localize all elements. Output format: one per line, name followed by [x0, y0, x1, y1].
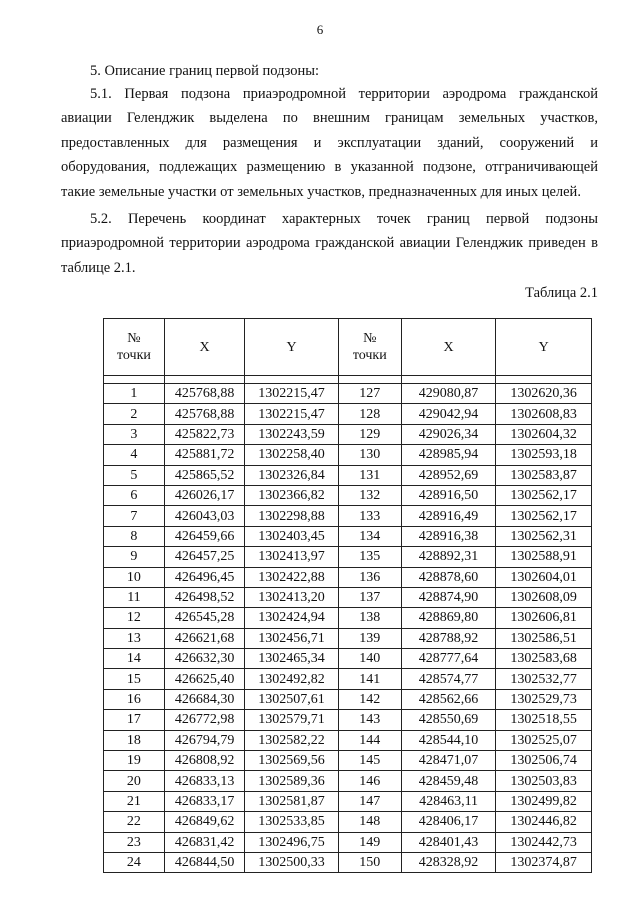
cell-y-coordinate: 1302326,84: [245, 465, 338, 485]
header-x: X: [164, 319, 244, 376]
cell-point-number-2: 131: [338, 465, 401, 485]
cell-y-coordinate: 1302215,47: [245, 404, 338, 424]
table-row: [104, 465, 592, 485]
cell-x-coordinate: 426026,17: [164, 485, 244, 505]
cell-point-number: 14: [104, 649, 165, 669]
cell-point-number-2: 149: [338, 832, 401, 852]
cell-x-coordinate-2: 428952,69: [401, 465, 496, 485]
cell-x-coordinate-2: 428878,60: [401, 567, 496, 587]
cell-x-coordinate-2: 428463,11: [401, 791, 496, 811]
cell-point-number: 9: [104, 547, 165, 567]
table-row: [104, 445, 592, 465]
cell-point-number-2: 148: [338, 812, 401, 832]
cell-x-coordinate: 425881,72: [164, 445, 244, 465]
cell-x-coordinate-2: 428459,48: [401, 771, 496, 791]
cell-x-coordinate: 426684,30: [164, 689, 244, 709]
coordinates-table: [103, 318, 592, 873]
cell-x-coordinate: 426459,66: [164, 526, 244, 546]
cell-x-coordinate: 426772,98: [164, 710, 244, 730]
cell-y-coordinate: 1302569,56: [245, 751, 338, 771]
cell-point-number: 24: [104, 852, 165, 872]
table-row: [104, 751, 592, 771]
table-row: [104, 567, 592, 587]
cell-x-coordinate-2: 429080,87: [401, 384, 496, 404]
table-row: [104, 526, 592, 546]
cell-point-number-2: 137: [338, 587, 401, 607]
cell-point-number: 4: [104, 445, 165, 465]
cell-x-coordinate-2: 428328,92: [401, 852, 496, 872]
cell-y-coordinate-2: 1302608,09: [496, 587, 592, 607]
cell-x-coordinate-2: 428544,10: [401, 730, 496, 750]
table-row: [104, 384, 592, 404]
cell-point-number: 19: [104, 751, 165, 771]
cell-point-number-2: 147: [338, 791, 401, 811]
cell-point-number: 10: [104, 567, 165, 587]
cell-y-coordinate-2: 1302588,91: [496, 547, 592, 567]
cell-point-number: 15: [104, 669, 165, 689]
table-row: [104, 628, 592, 648]
cell-point-number: 2: [104, 404, 165, 424]
cell-x-coordinate: 426498,52: [164, 587, 244, 607]
cell-point-number-2: 132: [338, 485, 401, 505]
cell-y-coordinate-2: 1302606,81: [496, 608, 592, 628]
cell-point-number-2: 127: [338, 384, 401, 404]
cell-point-number-2: 140: [338, 649, 401, 669]
cell-x-coordinate: 425768,88: [164, 404, 244, 424]
cell-y-coordinate: 1302258,40: [245, 445, 338, 465]
page-number: 6: [316, 22, 324, 37]
cell-y-coordinate-2: 1302446,82: [496, 812, 592, 832]
header-point-number-2: [338, 319, 401, 376]
cell-point-number: 16: [104, 689, 165, 709]
cell-y-coordinate-2: 1302593,18: [496, 445, 592, 465]
cell-y-coordinate-2: 1302529,73: [496, 689, 592, 709]
cell-y-coordinate: 1302500,33: [245, 852, 338, 872]
cell-y-coordinate-2: 1302374,87: [496, 852, 592, 872]
cell-y-coordinate: 1302579,71: [245, 710, 338, 730]
cell-point-number-2: 144: [338, 730, 401, 750]
table-row: [104, 587, 592, 607]
table-body: [104, 376, 592, 873]
cell-point-number-2: 146: [338, 771, 401, 791]
cell-point-number-2: 141: [338, 669, 401, 689]
header-y: Y: [245, 319, 338, 376]
cell-x-coordinate-2: 428869,80: [401, 608, 496, 628]
cell-x-coordinate-2: 428401,43: [401, 832, 496, 852]
cell-y-coordinate: 1302403,45: [245, 526, 338, 546]
table-row: [104, 649, 592, 669]
cell-y-coordinate-2: 1302620,36: [496, 384, 592, 404]
table-row: [104, 771, 592, 791]
cell-x-coordinate: 426849,62: [164, 812, 244, 832]
cell-y-coordinate: 1302507,61: [245, 689, 338, 709]
paragraph-5-2: 5.2. Перечень координат характерных точек границ первой подзоны приаэродромной территории аэродрома гражданской авиации Геленджик приведен в таблице 2.1.: [61, 211, 598, 276]
cell-y-coordinate-2: 1302506,74: [496, 751, 592, 771]
cell-point-number-2: 150: [338, 852, 401, 872]
cell-x-coordinate: 425865,52: [164, 465, 244, 485]
table-row: [104, 424, 592, 444]
cell-x-coordinate-2: 428406,17: [401, 812, 496, 832]
header-point-number-sign-2: №: [363, 331, 377, 346]
table-row: [104, 689, 592, 709]
cell-y-coordinate: 1302413,97: [245, 547, 338, 567]
cell-x-coordinate: 425822,73: [164, 424, 244, 444]
cell-point-number: 8: [104, 526, 165, 546]
cell-y-coordinate-2: 1302503,83: [496, 771, 592, 791]
cell-x-coordinate: 426632,30: [164, 649, 244, 669]
cell-y-coordinate: 1302298,88: [245, 506, 338, 526]
cell-y-coordinate: 1302581,87: [245, 791, 338, 811]
header-point-number-word: точки: [116, 348, 151, 363]
cell-y-coordinate: 1302456,71: [245, 628, 338, 648]
cell-y-coordinate-2: 1302532,77: [496, 669, 592, 689]
table-row: [104, 669, 592, 689]
table-row: [104, 852, 592, 872]
cell-point-number-2: 135: [338, 547, 401, 567]
cell-point-number: 6: [104, 485, 165, 505]
cell-point-number-2: 129: [338, 424, 401, 444]
cell-x-coordinate: 426808,92: [164, 751, 244, 771]
cell-x-coordinate-2: 429042,94: [401, 404, 496, 424]
cell-point-number-2: 130: [338, 445, 401, 465]
cell-point-number-2: 134: [338, 526, 401, 546]
cell-x-coordinate-2: 428892,31: [401, 547, 496, 567]
cell-x-coordinate-2: 428788,92: [401, 628, 496, 648]
cell-point-number-2: 145: [338, 751, 401, 771]
header-y-2: Y: [496, 319, 592, 376]
cell-point-number: 11: [104, 587, 165, 607]
cell-x-coordinate-2: 428777,64: [401, 649, 496, 669]
cell-y-coordinate: 1302492,82: [245, 669, 338, 689]
cell-y-coordinate: 1302243,59: [245, 424, 338, 444]
cell-x-coordinate: 425768,88: [164, 384, 244, 404]
cell-x-coordinate-2: 429026,34: [401, 424, 496, 444]
cell-y-coordinate: 1302366,82: [245, 485, 338, 505]
cell-point-number-2: 136: [338, 567, 401, 587]
cell-y-coordinate-2: 1302499,82: [496, 791, 592, 811]
cell-point-number-2: 143: [338, 710, 401, 730]
cell-y-coordinate: 1302589,36: [245, 771, 338, 791]
table-row: [104, 710, 592, 730]
cell-point-number: 20: [104, 771, 165, 791]
cell-y-coordinate-2: 1302583,87: [496, 465, 592, 485]
cell-x-coordinate: 426545,28: [164, 608, 244, 628]
cell-y-coordinate: 1302422,88: [245, 567, 338, 587]
table-row: [104, 404, 592, 424]
cell-point-number: 3: [104, 424, 165, 444]
cell-y-coordinate-2: 1302518,55: [496, 710, 592, 730]
cell-x-coordinate-2: 428471,07: [401, 751, 496, 771]
table-caption: Таблица 2.1: [525, 285, 598, 301]
cell-x-coordinate-2: 428916,50: [401, 485, 496, 505]
cell-x-coordinate: 426844,50: [164, 852, 244, 872]
table-row: [104, 730, 592, 750]
cell-x-coordinate-2: 428985,94: [401, 445, 496, 465]
cell-x-coordinate-2: 428916,49: [401, 506, 496, 526]
cell-point-number: 13: [104, 628, 165, 648]
cell-x-coordinate-2: 428562,66: [401, 689, 496, 709]
cell-y-coordinate: 1302582,22: [245, 730, 338, 750]
table-header-row: [104, 319, 592, 376]
header-point-number: [104, 319, 165, 376]
paragraph-5-1: 5.1. Первая подзона приаэродромной территории аэродрома гражданской авиации Геленджик выделена по внешним границам земельных участков, предоставленных для размещения и эксплуатации зданий, сооружений и оборудования, подлежащих размещению в указанной подзоне, отграничивающей такие земельные участки от земельных участков, предназначенных для иных целей.: [61, 86, 598, 200]
cell-point-number: 1: [104, 384, 165, 404]
cell-x-coordinate: 426496,45: [164, 567, 244, 587]
cell-point-number-2: 138: [338, 608, 401, 628]
cell-y-coordinate-2: 1302604,32: [496, 424, 592, 444]
table-row: [104, 812, 592, 832]
header-x-2: X: [401, 319, 496, 376]
cell-y-coordinate: 1302424,94: [245, 608, 338, 628]
cell-y-coordinate-2: 1302608,83: [496, 404, 592, 424]
cell-y-coordinate-2: 1302442,73: [496, 832, 592, 852]
cell-point-number-2: 142: [338, 689, 401, 709]
cell-y-coordinate-2: 1302562,31: [496, 526, 592, 546]
cell-x-coordinate-2: 428550,69: [401, 710, 496, 730]
cell-point-number-2: 139: [338, 628, 401, 648]
cell-x-coordinate-2: 428874,90: [401, 587, 496, 607]
cell-point-number-2: 133: [338, 506, 401, 526]
cell-point-number: 12: [104, 608, 165, 628]
cell-y-coordinate-2: 1302562,17: [496, 485, 592, 505]
cell-point-number: 17: [104, 710, 165, 730]
cell-x-coordinate: 426831,42: [164, 832, 244, 852]
cell-y-coordinate-2: 1302562,17: [496, 506, 592, 526]
cell-x-coordinate: 426457,25: [164, 547, 244, 567]
table-row: [104, 547, 592, 567]
cell-point-number: 21: [104, 791, 165, 811]
cell-y-coordinate: 1302465,34: [245, 649, 338, 669]
header-point-number-sign: №: [127, 331, 141, 346]
cell-point-number: 22: [104, 812, 165, 832]
cell-y-coordinate: 1302533,85: [245, 812, 338, 832]
table-row: [104, 608, 592, 628]
cell-y-coordinate-2: 1302583,68: [496, 649, 592, 669]
cell-y-coordinate-2: 1302525,07: [496, 730, 592, 750]
cell-x-coordinate: 426794,79: [164, 730, 244, 750]
cell-x-coordinate: 426043,03: [164, 506, 244, 526]
cell-x-coordinate: 426833,17: [164, 791, 244, 811]
cell-y-coordinate-2: 1302586,51: [496, 628, 592, 648]
cell-point-number: 5: [104, 465, 165, 485]
cell-point-number: 23: [104, 832, 165, 852]
section-heading: 5. Описание границ первой подзоны:: [90, 63, 320, 79]
cell-point-number: 7: [104, 506, 165, 526]
cell-y-coordinate: 1302496,75: [245, 832, 338, 852]
header-point-number-word-2: точки: [352, 348, 387, 363]
cell-y-coordinate: 1302413,20: [245, 587, 338, 607]
cell-x-coordinate-2: 428574,77: [401, 669, 496, 689]
cell-x-coordinate: 426833,13: [164, 771, 244, 791]
table-row: [104, 506, 592, 526]
cell-x-coordinate: 426621,68: [164, 628, 244, 648]
table-spacer-row: [104, 376, 592, 384]
cell-y-coordinate-2: 1302604,01: [496, 567, 592, 587]
table-row: [104, 832, 592, 852]
cell-point-number: 18: [104, 730, 165, 750]
table-row: [104, 485, 592, 505]
cell-x-coordinate: 426625,40: [164, 669, 244, 689]
table-row: [104, 791, 592, 811]
cell-x-coordinate-2: 428916,38: [401, 526, 496, 546]
cell-y-coordinate: 1302215,47: [245, 384, 338, 404]
cell-point-number-2: 128: [338, 404, 401, 424]
